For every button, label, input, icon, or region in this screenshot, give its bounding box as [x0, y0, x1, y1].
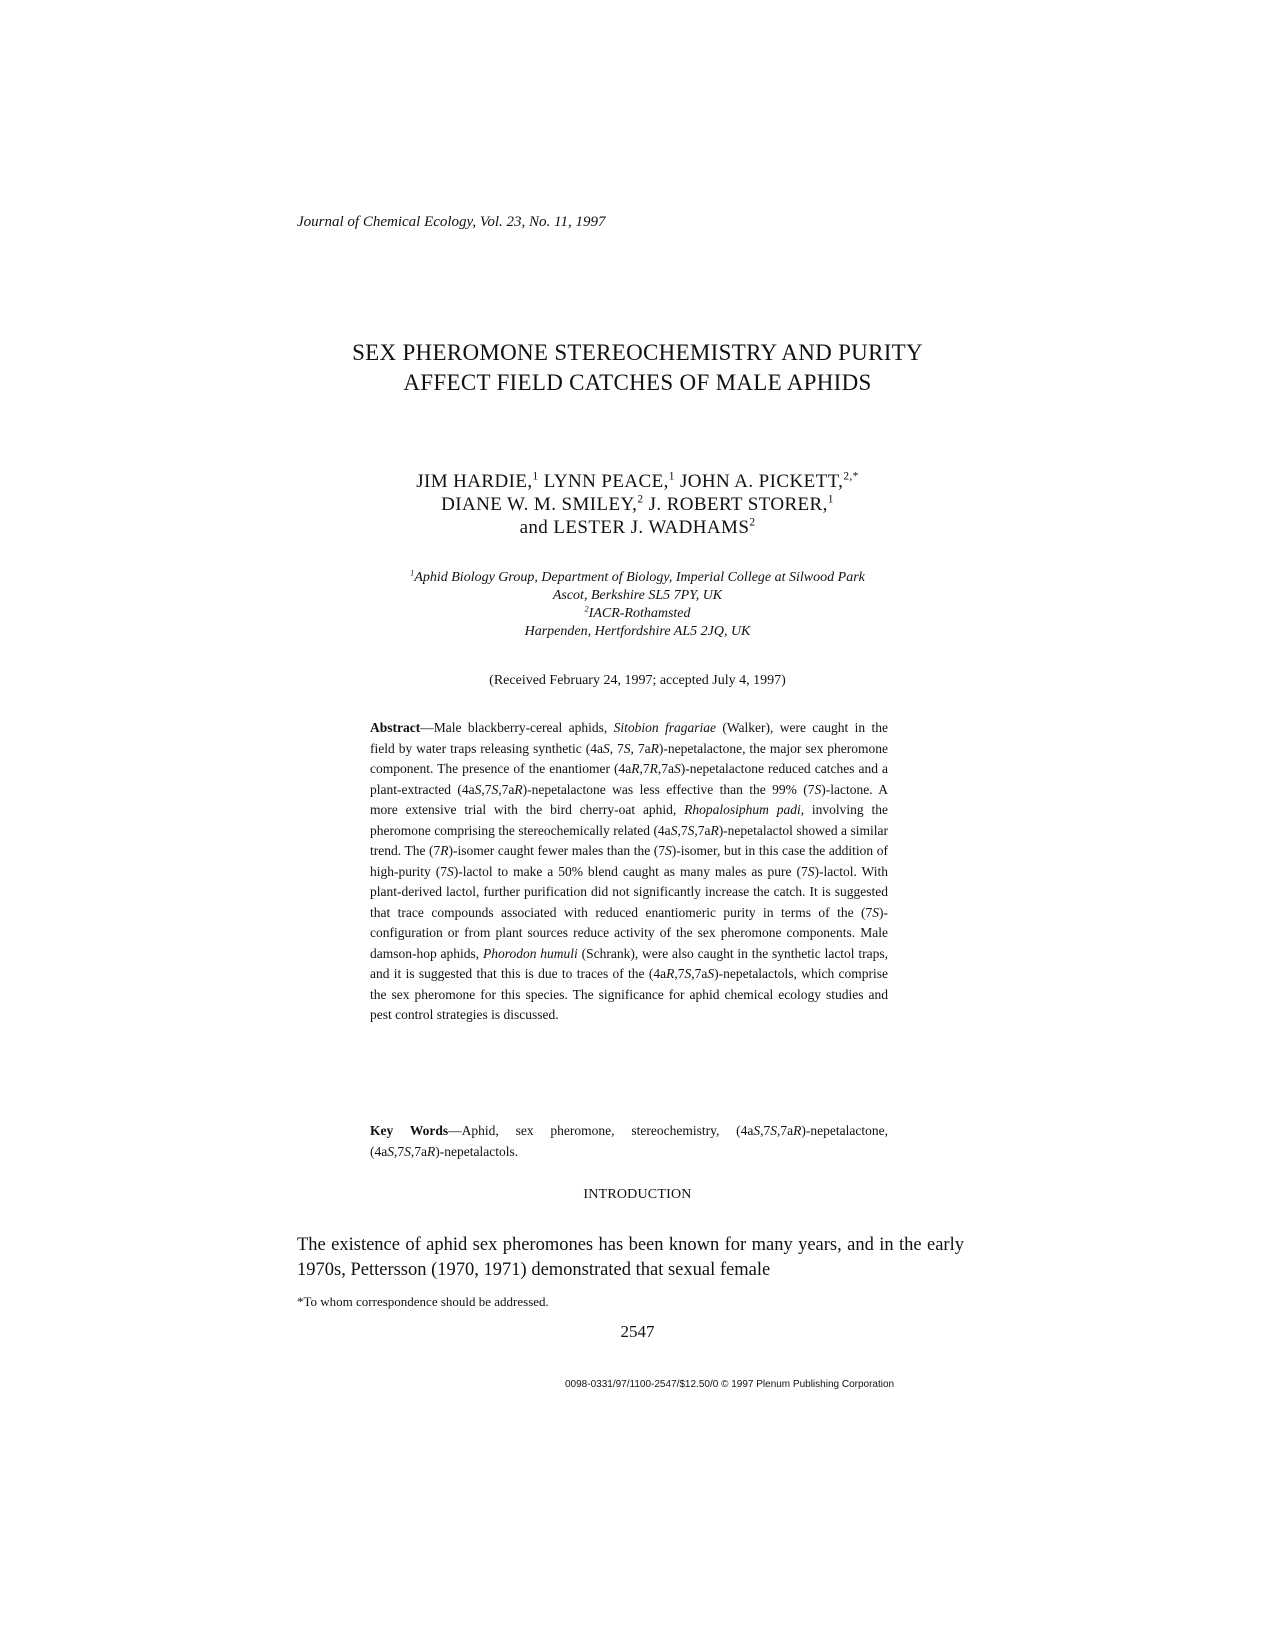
- received-dates: (Received February 24, 1997; accepted July 4, 1997): [489, 673, 786, 688]
- author-name: LYNN PEACE,: [543, 471, 669, 492]
- author-affiliation-mark: 1: [827, 493, 834, 506]
- author-line-2: [0, 493, 1275, 516]
- correspondence-footnote: *To whom correspondence should be addressed.: [297, 1294, 549, 1309]
- section-heading-introduction: INTRODUCTION: [583, 1187, 692, 1202]
- author-name: and LESTER J. WADHAMS: [519, 517, 750, 538]
- author-affiliation-mark: 1: [668, 470, 675, 483]
- affiliation-1-line-1: [0, 569, 1275, 587]
- title-line-1: SEX PHEROMONE STEREOCHEMISTRY AND PURITY: [352, 340, 923, 365]
- author-name: J. ROBERT STORER,: [648, 494, 828, 515]
- species-name: Rhopalosiphum padi: [684, 802, 801, 817]
- affiliation-2-line-2: Harpenden, Hertfordshire AL5 2JQ, UK: [524, 624, 751, 639]
- affiliations: [0, 569, 1275, 641]
- species-name: Phorodon humuli: [482, 945, 578, 961]
- author-affiliation-mark: 1: [532, 470, 539, 483]
- author-affiliation-mark: 2,*: [843, 470, 859, 483]
- affiliation-2-line-1: [0, 605, 1275, 623]
- affiliation-mark: 2: [584, 604, 589, 614]
- keywords-paragraph: Key Words—Aphid, sex pheromone, stereochemistry, (4aS,7S,7aR)-nepetalactone, (4aS,7S,7aR)-nepetalactols.: [370, 1123, 888, 1159]
- introduction-paragraph: The existence of aphid sex pheromones has been known for many years, and in the early 1970s, Pettersson (1970, 1971) demonstrated that sexual female: [297, 1235, 964, 1280]
- journal-header: Journal of Chemical Ecology, Vol. 23, No. 11, 1997: [297, 214, 606, 230]
- affiliation-text: Aphid Biology Group, Department of Biology, Imperial College at Silwood Park: [414, 570, 865, 585]
- author-name: JOHN A. PICKETT,: [680, 471, 844, 492]
- article-title: [0, 338, 1275, 398]
- author-affiliation-mark: 2: [637, 493, 644, 506]
- author-line-3: [0, 516, 1275, 539]
- author-name: DIANE W. M. SMILEY,: [441, 494, 638, 515]
- title-line-2: AFFECT FIELD CATCHES OF MALE APHIDS: [403, 370, 872, 395]
- keywords-label: Key Words: [370, 1123, 449, 1138]
- affiliation-text: IACR-Rothamsted: [588, 606, 691, 621]
- affiliation-mark: 1: [410, 568, 415, 578]
- author-affiliation-mark: 2: [749, 516, 756, 529]
- copyright-line: 0098-0331/97/1100-2547/$12.50/0 © 1997 Plenum Publishing Corporation: [565, 1379, 895, 1390]
- page-number: 2547: [620, 1322, 655, 1341]
- abstract-paragraph: Abstract—Male blackberry-cereal aphids, Sitobion fragariae (Walker), were caught in the field by water traps releasing synthetic (4aS, 7S, 7aR)-nepetalactone, the major sex pheromone component. The presence of the enantiomer (4aR,7R,7aS)-nepetalactone reduced catches and a plant-extracted (4aS,7S,7aR)-nepetalactone was less effective than the 99% (7S)-lactone. A more extensive trial with the bird cherry-oat aphid, Rhopalosiphum padi, involving the pheromone comprising the stereochemically related (4aS,7S,7aR)-nepetalactol showed a similar trend. The (7R)-isomer caught fewer males than the (7S)-isomer, but in this case the addition of high-purity (7S)-lactol to make a 50% blend caught as many males as pure (7S)-lactol. With plant-derived lactol, further purification did not significantly increase the catch. It is suggested that trace compounds associated with reduced enantiomeric purity in terms of the (7S)-configuration or from plant sources reduce activity of the sex pheromone components. Male damson-hop aphids, Phorodon humuli (Schrank), were also caught in the synthetic lactol traps, and it is suggested that this is due to traces of the (4aR,7S,7aS)-nepetalactols, which comprise the sex pheromone for this species. The significance for aphid chemical ecology studies and pest control strategies is discussed.: [370, 720, 889, 1022]
- species-name: Sitobion fragariae: [613, 720, 716, 735]
- author-name: JIM HARDIE,: [416, 471, 533, 492]
- abstract-label: Abstract: [370, 720, 421, 735]
- author-list: [0, 470, 1275, 539]
- affiliation-1-line-2: Ascot, Berkshire SL5 7PY, UK: [552, 588, 723, 603]
- author-line-1: [0, 470, 1275, 493]
